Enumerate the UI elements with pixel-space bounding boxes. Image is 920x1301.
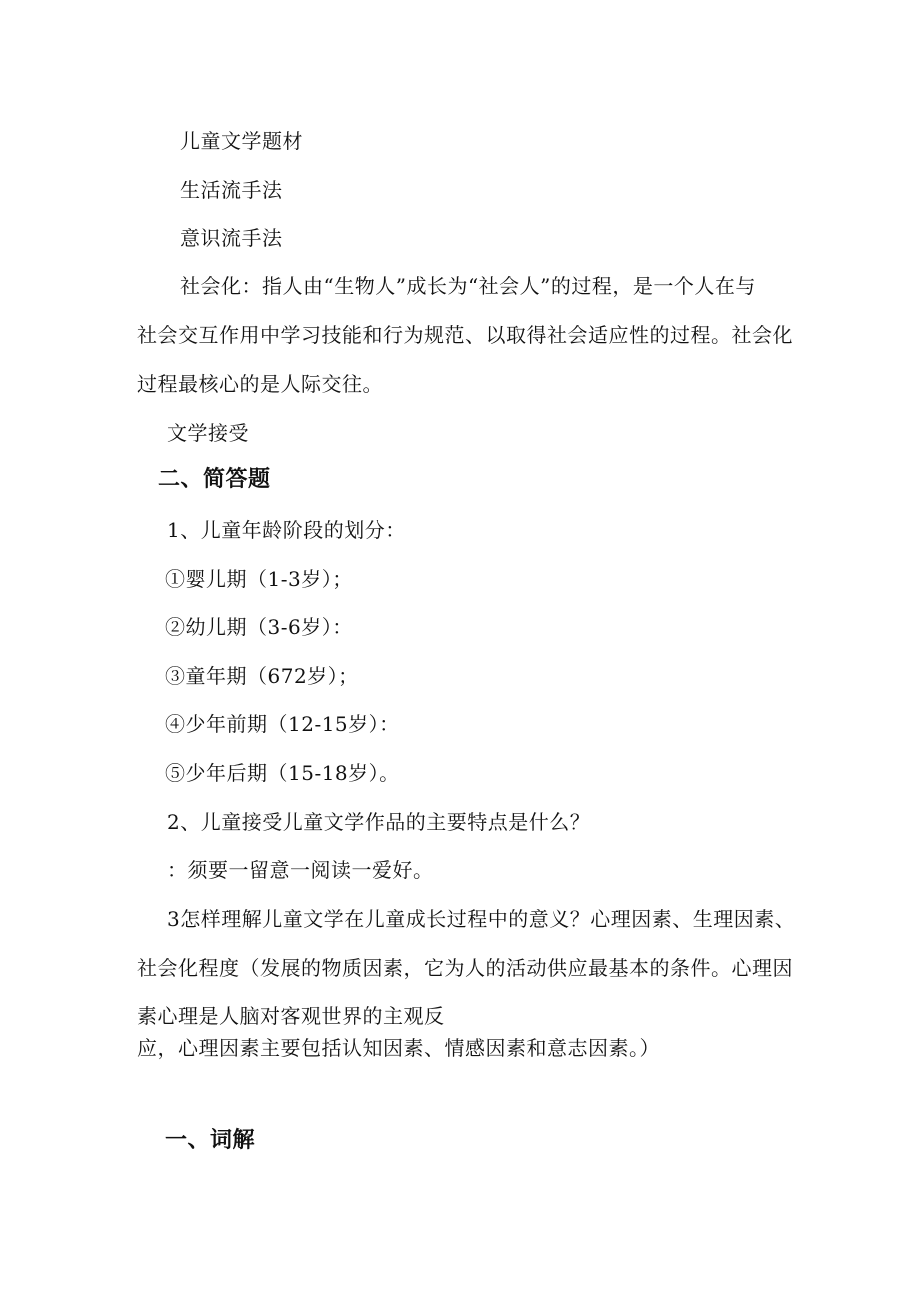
question-3-line-1: 3怎样理解儿童文学在儿童成长过程中的意义？心理因素、生理因素、 [167, 907, 796, 931]
socialization-line-2: 社会交互作用中学习技能和行为规范、以取得社会适应性的过程。社会化 [137, 323, 793, 347]
question-3-line-3: 素心理是人脑对客观世界的主观反 [137, 1004, 445, 1028]
question-1: 1、儿童年龄阶段的划分： [167, 518, 406, 542]
stage-item: ②幼儿期（3-6岁）： [165, 615, 353, 639]
term-stream-of-life: 生活流手法 [180, 178, 283, 202]
stage-item: ④少年前期（12-15岁）： [165, 712, 400, 736]
term-literary-reception: 文学接受 [167, 421, 249, 445]
socialization-line-1: 社会化：指人由“生物人”成长为“社会人”的过程，是一个人在与 [180, 274, 756, 298]
term-children-literature-subject: 儿童文学题材 [180, 129, 303, 153]
term-stream-of-consciousness: 意识流手法 [180, 226, 283, 250]
section-heading-term-explanation: 一、词解 [165, 1128, 256, 1153]
question-2: 2、儿童接受儿童文学作品的主要特点是什么？ [167, 810, 591, 834]
socialization-line-3: 过程最核心的是人际交往。 [137, 372, 383, 396]
question-3-line-2: 社会化程度（发展的物质因素，它为人的活动供应最基本的条件。心理因 [137, 956, 793, 980]
stage-item: ①婴儿期（1-3岁）； [165, 567, 353, 591]
question-3-line-4: 应，心理因素主要包括认知因素、情感因素和意志因素。） [137, 1036, 660, 1060]
answer-2: ：须要一留意一阅读一爱好。 [167, 858, 434, 882]
stage-item: ⑤少年后期（15-18岁）。 [165, 761, 400, 785]
stage-item: ③童年期（672岁）； [165, 664, 359, 688]
section-heading-short-answer: 二、简答题 [158, 467, 271, 492]
